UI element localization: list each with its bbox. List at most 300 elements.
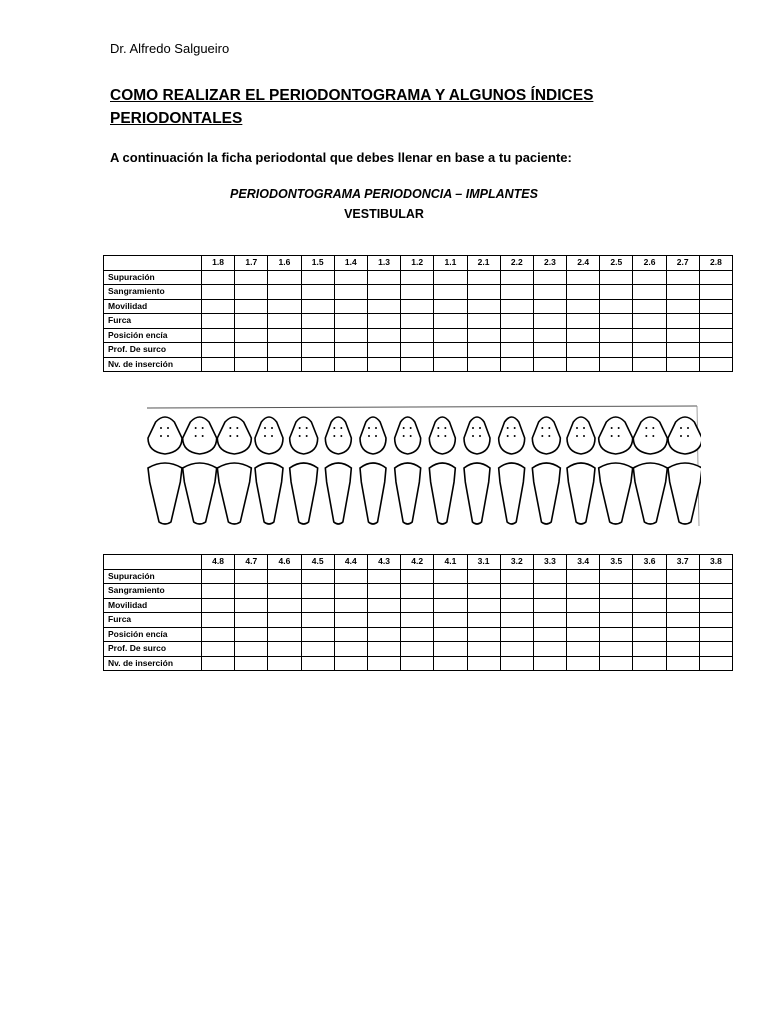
entry-cell[interactable] bbox=[500, 357, 533, 372]
entry-cell[interactable] bbox=[699, 627, 732, 642]
entry-cell[interactable] bbox=[633, 598, 666, 613]
entry-cell[interactable] bbox=[666, 314, 699, 329]
entry-cell[interactable] bbox=[235, 569, 268, 584]
tooth-texture-dot bbox=[652, 427, 654, 429]
entry-cell[interactable] bbox=[533, 584, 566, 599]
entry-cell[interactable] bbox=[500, 285, 533, 300]
entry-cell[interactable] bbox=[334, 285, 367, 300]
entry-cell[interactable] bbox=[699, 656, 732, 671]
entry-cell[interactable] bbox=[666, 343, 699, 358]
entry-cell[interactable] bbox=[401, 314, 434, 329]
lower-tooth bbox=[599, 463, 633, 524]
entry-cell[interactable] bbox=[699, 584, 732, 599]
entry-cell[interactable] bbox=[301, 343, 334, 358]
entry-cell[interactable] bbox=[533, 627, 566, 642]
tooth-texture-dot bbox=[410, 435, 412, 437]
entry-cell[interactable] bbox=[500, 328, 533, 343]
tooth-texture-dot bbox=[333, 427, 335, 429]
entry-cell[interactable] bbox=[434, 328, 467, 343]
entry-cell[interactable] bbox=[533, 299, 566, 314]
entry-cell[interactable] bbox=[202, 285, 235, 300]
tooth-number-header: 2.1 bbox=[467, 256, 500, 271]
entry-cell[interactable] bbox=[401, 270, 434, 285]
entry-cell[interactable] bbox=[268, 357, 301, 372]
table-row bbox=[104, 598, 733, 613]
upper-tooth bbox=[464, 417, 490, 454]
entry-cell[interactable] bbox=[533, 598, 566, 613]
entry-cell[interactable] bbox=[467, 656, 500, 671]
entry-cell[interactable] bbox=[633, 584, 666, 599]
entry-cell[interactable] bbox=[666, 627, 699, 642]
entry-cell[interactable] bbox=[301, 569, 334, 584]
tooth-number-header: 4.7 bbox=[235, 555, 268, 570]
entry-cell[interactable] bbox=[467, 584, 500, 599]
entry-cell[interactable] bbox=[202, 656, 235, 671]
entry-cell[interactable] bbox=[533, 270, 566, 285]
entry-cell[interactable] bbox=[699, 613, 732, 628]
entry-cell[interactable] bbox=[235, 314, 268, 329]
entry-cell[interactable] bbox=[533, 343, 566, 358]
entry-cell[interactable] bbox=[533, 314, 566, 329]
entry-cell[interactable] bbox=[235, 627, 268, 642]
entry-cell[interactable] bbox=[600, 343, 633, 358]
tooth-number-header: 2.4 bbox=[567, 256, 600, 271]
entry-cell[interactable] bbox=[500, 613, 533, 628]
tooth-texture-dot bbox=[507, 435, 509, 437]
entry-cell[interactable] bbox=[567, 299, 600, 314]
entry-cell[interactable] bbox=[666, 569, 699, 584]
entry-cell[interactable] bbox=[600, 642, 633, 657]
row-label: Supuración bbox=[104, 569, 202, 584]
entry-cell[interactable] bbox=[401, 598, 434, 613]
upper-tooth bbox=[325, 417, 351, 454]
entry-cell[interactable] bbox=[533, 357, 566, 372]
entry-cell[interactable] bbox=[401, 627, 434, 642]
entry-cell[interactable] bbox=[334, 584, 367, 599]
entry-cell[interactable] bbox=[500, 314, 533, 329]
entry-cell[interactable] bbox=[699, 357, 732, 372]
entry-cell[interactable] bbox=[401, 584, 434, 599]
entry-cell[interactable] bbox=[268, 569, 301, 584]
upper-tooth bbox=[290, 417, 318, 454]
entry-cell[interactable] bbox=[699, 569, 732, 584]
tooth-texture-dot bbox=[444, 435, 446, 437]
entry-cell[interactable] bbox=[567, 584, 600, 599]
entry-cell[interactable] bbox=[666, 285, 699, 300]
entry-cell[interactable] bbox=[301, 656, 334, 671]
entry-cell[interactable] bbox=[301, 328, 334, 343]
entry-cell[interactable] bbox=[434, 285, 467, 300]
entry-cell[interactable] bbox=[367, 627, 400, 642]
entry-cell[interactable] bbox=[467, 627, 500, 642]
tooth-texture-dot bbox=[340, 427, 342, 429]
entry-cell[interactable] bbox=[367, 285, 400, 300]
entry-cell[interactable] bbox=[500, 299, 533, 314]
entry-cell[interactable] bbox=[434, 598, 467, 613]
entry-cell[interactable] bbox=[334, 642, 367, 657]
row-label: Posición encía bbox=[104, 627, 202, 642]
tooth-texture-dot bbox=[306, 435, 308, 437]
tooth-texture-dot bbox=[680, 435, 682, 437]
entry-cell[interactable] bbox=[367, 270, 400, 285]
entry-cell[interactable] bbox=[500, 569, 533, 584]
entry-cell[interactable] bbox=[268, 642, 301, 657]
entry-cell[interactable] bbox=[235, 270, 268, 285]
entry-cell[interactable] bbox=[334, 656, 367, 671]
tooth-texture-dot bbox=[229, 435, 231, 437]
upper-tooth bbox=[148, 417, 182, 454]
entry-cell[interactable] bbox=[235, 328, 268, 343]
entry-cell[interactable] bbox=[202, 314, 235, 329]
entry-cell[interactable] bbox=[334, 627, 367, 642]
corner-cell bbox=[104, 555, 202, 570]
entry-cell[interactable] bbox=[699, 270, 732, 285]
entry-cell[interactable] bbox=[600, 357, 633, 372]
entry-cell[interactable] bbox=[301, 598, 334, 613]
entry-cell[interactable] bbox=[600, 299, 633, 314]
entry-cell[interactable] bbox=[235, 584, 268, 599]
entry-cell[interactable] bbox=[467, 357, 500, 372]
entry-cell[interactable] bbox=[401, 299, 434, 314]
entry-cell[interactable] bbox=[699, 598, 732, 613]
entry-cell[interactable] bbox=[567, 598, 600, 613]
tooth-texture-dot bbox=[271, 435, 273, 437]
entry-cell[interactable] bbox=[699, 285, 732, 300]
entry-cell[interactable] bbox=[268, 656, 301, 671]
entry-cell[interactable] bbox=[500, 642, 533, 657]
entry-cell[interactable] bbox=[467, 569, 500, 584]
table-row bbox=[104, 584, 733, 599]
tooth-number-header: 3.4 bbox=[567, 555, 600, 570]
entry-cell[interactable] bbox=[600, 613, 633, 628]
entry-cell[interactable] bbox=[500, 270, 533, 285]
tooth-texture-dot bbox=[368, 435, 370, 437]
entry-cell[interactable] bbox=[567, 613, 600, 628]
tooth-number-header: 3.8 bbox=[699, 555, 732, 570]
entry-cell[interactable] bbox=[268, 613, 301, 628]
entry-cell[interactable] bbox=[633, 656, 666, 671]
table-row bbox=[104, 328, 733, 343]
entry-cell[interactable] bbox=[202, 627, 235, 642]
upper-tooth bbox=[499, 417, 525, 454]
entry-cell[interactable] bbox=[533, 613, 566, 628]
entry-cell[interactable] bbox=[434, 314, 467, 329]
entry-cell[interactable] bbox=[434, 642, 467, 657]
entry-cell[interactable] bbox=[633, 569, 666, 584]
entry-cell[interactable] bbox=[202, 584, 235, 599]
tooth-texture-dot bbox=[583, 435, 585, 437]
entry-cell[interactable] bbox=[202, 598, 235, 613]
entry-cell[interactable] bbox=[567, 343, 600, 358]
entry-cell[interactable] bbox=[500, 343, 533, 358]
entry-cell[interactable] bbox=[467, 314, 500, 329]
entry-cell[interactable] bbox=[600, 569, 633, 584]
entry-cell[interactable] bbox=[268, 598, 301, 613]
entry-cell[interactable] bbox=[334, 357, 367, 372]
upper-perio-table bbox=[103, 255, 733, 372]
entry-cell[interactable] bbox=[401, 328, 434, 343]
entry-cell[interactable] bbox=[367, 613, 400, 628]
entry-cell[interactable] bbox=[467, 270, 500, 285]
tooth-texture-dot bbox=[576, 427, 578, 429]
upper-tooth bbox=[255, 417, 283, 454]
entry-cell[interactable] bbox=[434, 656, 467, 671]
entry-cell[interactable] bbox=[367, 328, 400, 343]
entry-cell[interactable] bbox=[268, 343, 301, 358]
entry-cell[interactable] bbox=[633, 357, 666, 372]
entry-cell[interactable] bbox=[500, 598, 533, 613]
entry-cell[interactable] bbox=[268, 299, 301, 314]
entry-cell[interactable] bbox=[567, 569, 600, 584]
entry-cell[interactable] bbox=[268, 285, 301, 300]
table-row bbox=[104, 656, 733, 671]
entry-cell[interactable] bbox=[666, 642, 699, 657]
entry-cell[interactable] bbox=[567, 656, 600, 671]
row-label: Prof. De surco bbox=[104, 642, 202, 657]
tooth-number-header: 4.4 bbox=[334, 555, 367, 570]
entry-cell[interactable] bbox=[401, 656, 434, 671]
entry-cell[interactable] bbox=[235, 598, 268, 613]
entry-cell[interactable] bbox=[533, 285, 566, 300]
entry-cell[interactable] bbox=[434, 613, 467, 628]
table-row bbox=[104, 299, 733, 314]
entry-cell[interactable] bbox=[666, 357, 699, 372]
entry-cell[interactable] bbox=[334, 328, 367, 343]
entry-cell[interactable] bbox=[500, 656, 533, 671]
entry-cell[interactable] bbox=[334, 613, 367, 628]
entry-cell[interactable] bbox=[567, 314, 600, 329]
tooth-number-header: 1.8 bbox=[202, 256, 235, 271]
entry-cell[interactable] bbox=[434, 627, 467, 642]
tooth-texture-dot bbox=[514, 427, 516, 429]
tooth-texture-dot bbox=[160, 427, 162, 429]
tooth-number-header: 3.3 bbox=[533, 555, 566, 570]
tooth-number-header: 4.6 bbox=[268, 555, 301, 570]
entry-cell[interactable] bbox=[202, 569, 235, 584]
entry-cell[interactable] bbox=[235, 285, 268, 300]
entry-cell[interactable] bbox=[567, 627, 600, 642]
entry-cell[interactable] bbox=[268, 584, 301, 599]
entry-cell[interactable] bbox=[401, 569, 434, 584]
entry-cell[interactable] bbox=[301, 613, 334, 628]
entry-cell[interactable] bbox=[367, 314, 400, 329]
entry-cell[interactable] bbox=[367, 598, 400, 613]
entry-cell[interactable] bbox=[334, 270, 367, 285]
entry-cell[interactable] bbox=[467, 299, 500, 314]
entry-cell[interactable] bbox=[600, 627, 633, 642]
entry-cell[interactable] bbox=[367, 357, 400, 372]
entry-cell[interactable] bbox=[567, 642, 600, 657]
tooth-texture-dot bbox=[541, 427, 543, 429]
entry-cell[interactable] bbox=[666, 299, 699, 314]
entry-cell[interactable] bbox=[301, 314, 334, 329]
upper-tooth bbox=[183, 417, 217, 454]
entry-cell[interactable] bbox=[367, 343, 400, 358]
entry-cell[interactable] bbox=[600, 584, 633, 599]
entry-cell[interactable] bbox=[235, 656, 268, 671]
entry-cell[interactable] bbox=[301, 584, 334, 599]
entry-cell[interactable] bbox=[202, 270, 235, 285]
entry-cell[interactable] bbox=[301, 642, 334, 657]
upper-tooth bbox=[599, 417, 633, 454]
entry-cell[interactable] bbox=[567, 270, 600, 285]
lower-tooth bbox=[668, 463, 701, 524]
entry-cell[interactable] bbox=[235, 357, 268, 372]
entry-cell[interactable] bbox=[367, 642, 400, 657]
entry-cell[interactable] bbox=[467, 642, 500, 657]
entry-cell[interactable] bbox=[633, 299, 666, 314]
entry-cell[interactable] bbox=[600, 270, 633, 285]
entry-cell[interactable] bbox=[567, 357, 600, 372]
entry-cell[interactable] bbox=[633, 343, 666, 358]
entry-cell[interactable] bbox=[666, 328, 699, 343]
entry-cell[interactable] bbox=[301, 285, 334, 300]
entry-cell[interactable] bbox=[235, 613, 268, 628]
entry-cell[interactable] bbox=[301, 627, 334, 642]
tooth-texture-dot bbox=[299, 427, 301, 429]
entry-cell[interactable] bbox=[401, 285, 434, 300]
entry-cell[interactable] bbox=[268, 627, 301, 642]
lower-tooth bbox=[217, 463, 251, 524]
entry-cell[interactable] bbox=[268, 314, 301, 329]
entry-cell[interactable] bbox=[567, 285, 600, 300]
entry-cell[interactable] bbox=[467, 613, 500, 628]
entry-cell[interactable] bbox=[699, 642, 732, 657]
entry-cell[interactable] bbox=[434, 569, 467, 584]
entry-cell[interactable] bbox=[202, 357, 235, 372]
tooth-texture-dot bbox=[514, 435, 516, 437]
entry-cell[interactable] bbox=[202, 613, 235, 628]
tooth-texture-dot bbox=[680, 427, 682, 429]
tooth-texture-dot bbox=[167, 427, 169, 429]
entry-cell[interactable] bbox=[202, 328, 235, 343]
entry-cell[interactable] bbox=[600, 314, 633, 329]
tooth-number-header: 1.6 bbox=[268, 256, 301, 271]
tooth-texture-dot bbox=[507, 427, 509, 429]
entry-cell[interactable] bbox=[334, 343, 367, 358]
entry-cell[interactable] bbox=[235, 343, 268, 358]
entry-cell[interactable] bbox=[434, 299, 467, 314]
tooth-number-header: 2.2 bbox=[500, 256, 533, 271]
entry-cell[interactable] bbox=[533, 656, 566, 671]
upper-tooth bbox=[360, 417, 386, 454]
table-row bbox=[104, 343, 733, 358]
entry-cell[interactable] bbox=[467, 343, 500, 358]
entry-cell[interactable] bbox=[367, 569, 400, 584]
entry-cell[interactable] bbox=[401, 642, 434, 657]
entry-cell[interactable] bbox=[268, 328, 301, 343]
entry-cell[interactable] bbox=[268, 270, 301, 285]
entry-cell[interactable] bbox=[600, 285, 633, 300]
entry-cell[interactable] bbox=[666, 656, 699, 671]
entry-cell[interactable] bbox=[633, 613, 666, 628]
tooth-texture-dot bbox=[403, 427, 405, 429]
lower-tooth bbox=[360, 463, 386, 524]
tooth-texture-dot bbox=[444, 427, 446, 429]
tooth-texture-dot bbox=[479, 435, 481, 437]
tooth-texture-dot bbox=[437, 427, 439, 429]
entry-cell[interactable] bbox=[401, 357, 434, 372]
entry-cell[interactable] bbox=[699, 343, 732, 358]
tooth-texture-dot bbox=[611, 427, 613, 429]
entry-cell[interactable] bbox=[633, 328, 666, 343]
entry-cell[interactable] bbox=[500, 627, 533, 642]
entry-cell[interactable] bbox=[533, 328, 566, 343]
entry-cell[interactable] bbox=[334, 299, 367, 314]
tooth-texture-dot bbox=[652, 435, 654, 437]
entry-cell[interactable] bbox=[699, 314, 732, 329]
row-label: Furca bbox=[104, 613, 202, 628]
entry-cell[interactable] bbox=[235, 299, 268, 314]
entry-cell[interactable] bbox=[301, 357, 334, 372]
entry-cell[interactable] bbox=[567, 328, 600, 343]
entry-cell[interactable] bbox=[401, 613, 434, 628]
upper-tooth bbox=[429, 417, 455, 454]
tooth-number-header: 2.5 bbox=[600, 256, 633, 271]
entry-cell[interactable] bbox=[633, 627, 666, 642]
table-row bbox=[104, 642, 733, 657]
row-label: Sangramiento bbox=[104, 584, 202, 599]
entry-cell[interactable] bbox=[367, 656, 400, 671]
entry-cell[interactable] bbox=[633, 642, 666, 657]
tooth-texture-dot bbox=[375, 427, 377, 429]
entry-cell[interactable] bbox=[699, 299, 732, 314]
entry-cell[interactable] bbox=[666, 598, 699, 613]
entry-cell[interactable] bbox=[666, 270, 699, 285]
form-subtitle: VESTIBULAR bbox=[344, 207, 424, 221]
entry-cell[interactable] bbox=[434, 357, 467, 372]
entry-cell[interactable] bbox=[600, 656, 633, 671]
entry-cell[interactable] bbox=[202, 299, 235, 314]
entry-cell[interactable] bbox=[666, 613, 699, 628]
entry-cell[interactable] bbox=[600, 598, 633, 613]
entry-cell[interactable] bbox=[600, 328, 633, 343]
entry-cell[interactable] bbox=[467, 285, 500, 300]
upper-header-row bbox=[104, 256, 733, 271]
entry-cell[interactable] bbox=[633, 270, 666, 285]
tooth-texture-dot bbox=[687, 435, 689, 437]
table-row bbox=[104, 613, 733, 628]
entry-cell[interactable] bbox=[202, 343, 235, 358]
entry-cell[interactable] bbox=[301, 299, 334, 314]
entry-cell[interactable] bbox=[334, 314, 367, 329]
entry-cell[interactable] bbox=[467, 598, 500, 613]
entry-cell[interactable] bbox=[633, 285, 666, 300]
entry-cell[interactable] bbox=[334, 598, 367, 613]
corner-cell bbox=[104, 256, 202, 271]
entry-cell[interactable] bbox=[467, 328, 500, 343]
entry-cell[interactable] bbox=[367, 584, 400, 599]
tooth-texture-dot bbox=[472, 435, 474, 437]
entry-cell[interactable] bbox=[434, 270, 467, 285]
entry-cell[interactable] bbox=[500, 584, 533, 599]
entry-cell[interactable] bbox=[367, 299, 400, 314]
entry-cell[interactable] bbox=[235, 642, 268, 657]
lower-tooth bbox=[532, 463, 560, 524]
entry-cell[interactable] bbox=[401, 343, 434, 358]
entry-cell[interactable] bbox=[434, 584, 467, 599]
entry-cell[interactable] bbox=[699, 328, 732, 343]
entry-cell[interactable] bbox=[533, 569, 566, 584]
entry-cell[interactable] bbox=[633, 314, 666, 329]
entry-cell[interactable] bbox=[202, 642, 235, 657]
entry-cell[interactable] bbox=[301, 270, 334, 285]
entry-cell[interactable] bbox=[533, 642, 566, 657]
entry-cell[interactable] bbox=[434, 343, 467, 358]
tooth-texture-dot bbox=[229, 427, 231, 429]
entry-cell[interactable] bbox=[666, 584, 699, 599]
entry-cell[interactable] bbox=[334, 569, 367, 584]
